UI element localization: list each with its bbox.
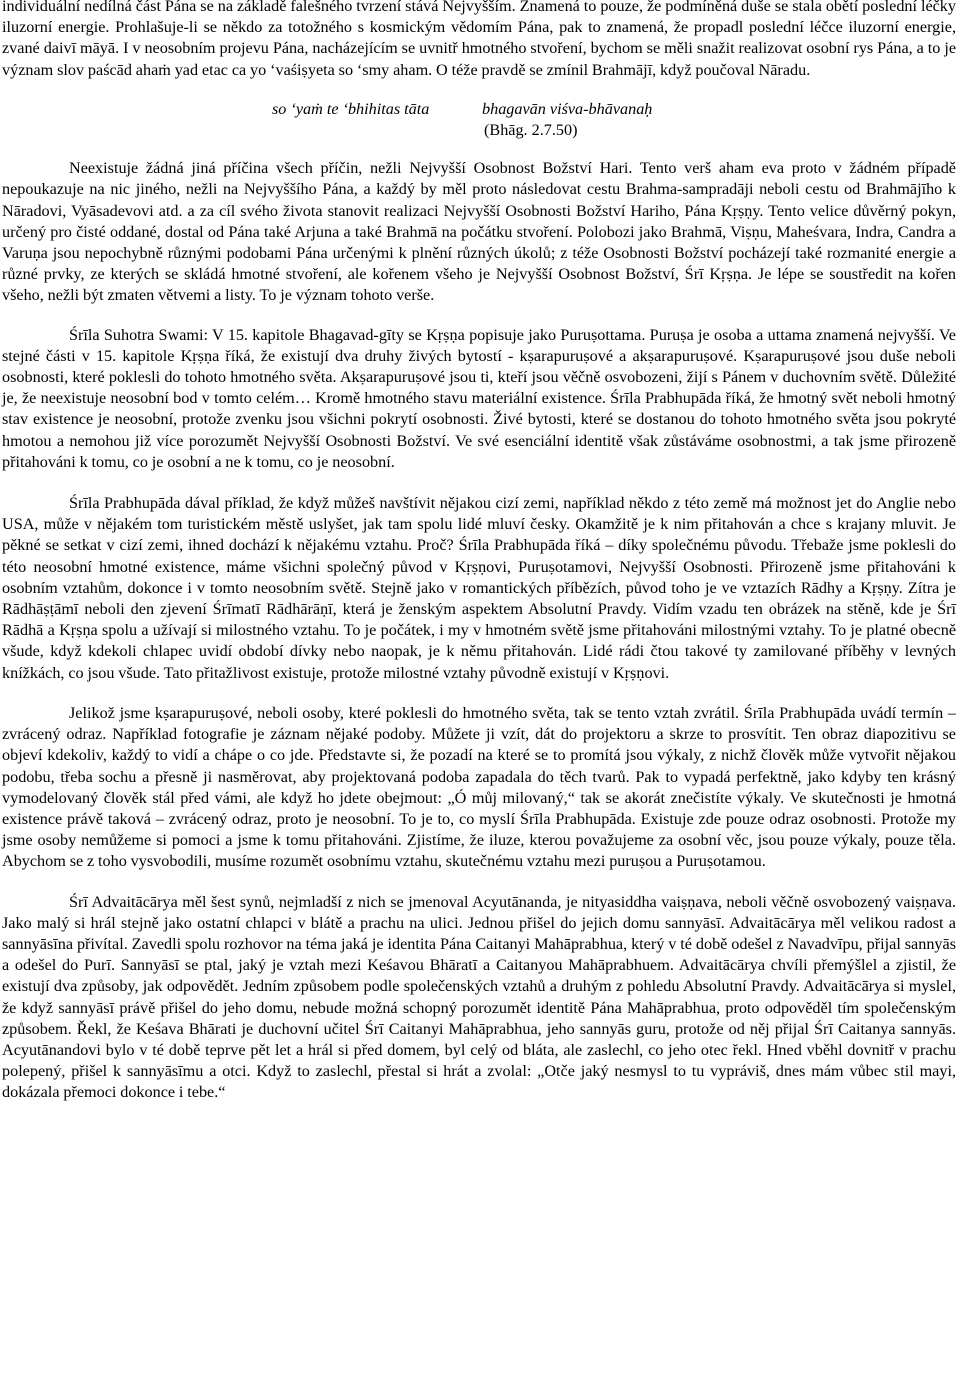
paragraph-advaita-text: Śrī Advaitācārya měl šest synů, nejmladší z nich se jmenoval Acyutānanda, je nityasiddha vaiṣṇava, neboli věčně osvobozený vaiṣṇava. Jako malý si hrál stejně jako ostatní chlapci v blátě a prachu na ulici. Jednou přišel do jejich domu sannyāsī. Advaitācārya měl velikou radost a sannyāsīna přivítal. Zavedli spolu rozhovor na téma jaká je identita Pána Caitanyi Mahāprabhua, který v té době odešel z Navadvīpu, přijal sannyās a odešel do Purī. Sannyāsī se ptal, jaký je vztah mezi Keśavou Bhāratī a Caitanyou Mahāprabhuem. Advaitācārya chvíli přemýšlel a zjistil, že existují dva způsoby, jak odpovědět. Jedním způsobem podle společenských vztahů a druhým z pohledu Absolutní Pravdy. Advaitācārya si myslel, že když sannyāsī právě přišel do jeho domu, nebude možná schopný porozumět identitě Pána Mahāprabhua, proto odpověděl tím společenským způsobem. Řekl, že Keśava Bhārati je duchovní učitel Śrī Caitanyi Mahāprabhua, jeho sannyās guru, protože od něj přijal Śrī Caitanya sannyās. Acyutānandovi bylo v té době teprve pět let a hrál si před domem, byl celý od bláta, ale zaslechl, co jeho otec řekl. Hned vběhl dovnitř v prachu polepený, přišel k sannyāsīmu a otci. Když to zaslechl, přestal si hrát a zvolal: „Otče jaký nesmysl to tu vypráviš, dnes mám vůbec stil mayi, dokázala přemoci dokonce i tebe.“ — [2, 892, 956, 1102]
paragraph-translation — [2, 158, 956, 306]
paragraph-reflection-text: Jelikož jsme kṣarapuruṣové, neboli osoby, které poklesli do hmotného světa, tak se tento vztah zvrátil. Śrīla Prabhupāda uvádí termín – zvrácený odraz. Například fotografie je záznam nějaké podoby. Můžete ji vzít, dát do projektoru a skrze to prosvítit. Ten obraz diapozitivu se objeví kdekoliv, každý to vidí a chápe o co jde. Představte si, že pozadí na které se to promítá jsou výkaly, z nichž člověk může vytvořit nějakou podobu, třeba sochu a přesně ji nasměrovat, aby projektovaná podoba zapadala do těch tvarů. Pak to vypadá perfektně, jako kdyby ten krásný vymodelovaný člověk stál před vámi, ale když ho jdete obejmout: „Ó můj milovaný,“ tak se akorát znečistíte výkaly. Ve skutečnosti je hmotná existence právě taková – zvrácený odraz, proto je neosobní. To je to, co myslí Śrīla Prabhupāda. Existuje zde pouze odraz osobnosti. Protože my jsme osoby nemůžeme si pomoci a jsme k tomu přitahováni. Zjistíme, že iluze, kterou považujeme za osobní věc, jsou pouze výkaly, pouze těla. Abychom se z toho vysvobodili, musíme rozumět osobnímu vztahu, skutečnému vztahu mezi puruṣou a Puruṣotamou. — [2, 703, 956, 871]
verse-line-1 — [2, 99, 956, 120]
paragraph-srila-suhotra — [2, 325, 956, 473]
verse-reference: (Bhāg. 2.7.50) — [484, 121, 578, 140]
paragraph-example-text: Śrīla Prabhupāda dával příklad, že když můžeš navštívit nějakou cizí zemi, například někdo z této země má možnost jet do Anglie nebo USA, může v nějakém tom turistickém městě uslyšet, jak tam spolu lidé mluví česky. Okamžitě je k nim přitahován a chce s krajany mluvit. Je pěkné se setkat v cizí zemi, ihned dochází k nějakému vztahu. Proč? Śrīla Prabhupāda říká – díky společnému původu. Třebaže jsme poklesli do této neosobní hmotné existence, máme všichni společný původ v Kṛṣṇovi, Puruṣotamovi, Nejvyšší Osobnosti. Přirozeně jsme přitahováni k osobním vztahům, dokonce i v tomto neosobním světě. Stejně jako v romantických příbězích, původ toho je ve vztazích Rādhy a Kṛṣṇy. Zítra je Rādhāṣṭāmī neboli den zjevení Śrīmatī Rādhārāṇī, která je ženským aspektem Absolutní Pravdy. Vidím vzadu ten obrázek na stěně, kde je Śrī Rādhā a Kṛṣṇa spolu a užívají si milostného vztahu. To je počátek, i my v hmotném světě jsme přitahováni milostnými vztahy. To je platné obecně všude, když kdekoli chlapec uvidí období dívky nebo naopak, je k němu přitahován. Lidé rádi čtou takové ty zamilované příběhy v levných knížkách, co jsou všude. Tato přitažlivost existuje, protože milostné vztahy původně existují v Kṛṣṇovi. — [2, 494, 956, 682]
sanskrit-verse — [2, 99, 956, 141]
verse-line-1-part-a: so ʻyaṁ te ʻbhihitas tāta — [272, 99, 430, 118]
paragraph-opening-text: individuální nedílná část Pána se na základě falešného tvrzení stává Nejvyšším. Znamená to pouze, že podmíněná duše se stala obětí poslední léčky iluzorní energie. Prohlašuje-li se někdo za totožného s kosmickým vědomím Pána, pak to znamená, že propadl poslední léčce iluzorní energie, zvané daivī māyā. I v neosobním projevu Pána, nacházejícím se uvnitř hmotného stvoření, bychom se měli snažit realizovat osobní rys Pána, a to je význam slov paścād ahaṁ yad etac ca yo ʻvaśiṣyeta so ʻsmy aham. O téže pravdě se zmínil Brahmājī, když poučoval Nāradu. — [2, 0, 956, 79]
verse-line-1-part-b: bhagavān viśva-bhāvanaḥ — [482, 99, 653, 118]
paragraph-example — [2, 493, 956, 684]
paragraph-translation-text: Neexistuje žádná jiná příčina všech příčin, nežli Nejvyšší Osobnost Božství Hari. Tento verš aham eva proto v žádném případě nepoukazuje na nic jiného, nežli na Nejvyššího Pána, a každý by měl proto následovat cestu Brahma-sampradāji neboli cestu od Brahmājīho k Nāradovi, Vyāsadevovi atd. a za cíl svého života stanovit realizaci Nejvyšší Osobnosti Božství Hariho, Pána Kṛṣṇy. Tento velice důvěrný pokyn, určený pro čisté oddané, dostal od Pána také Arjuna a také Brahmā na počátku stvoření. Polobozi jako Brahmā, Viṣṇu, Maheśvara, Indra, Candra a Varuṇa jsou nepochybně různými podobami Pána určenými k plnění různých úkolů; z téže Osobnosti Božství pocházejí také rozmanité energie a různé prvky, ze kterých se skládá hmotné stvoření, ale kořenem všeho je Nejvyšší Osobnost Božství, Śrī Kṛṣṇa. Je lépe se soustředit na kořen všeho, nežli být zmaten větvemi a listy. To je význam tohoto verše. — [2, 159, 956, 305]
paragraph-advaita — [2, 892, 956, 1104]
paragraph-opening — [2, 0, 956, 81]
paragraph-srila-suhotra-text: Śrīla Suhotra Swami: V 15. kapitole Bhagavad-gīty se Kṛṣṇa popisuje jako Puruṣottama. Puruṣa je osoba a uttama znamená nejvyšší. Ve stejné části v 15. kapitole Kṛṣṇa říká, že existují dva druhy živých bytostí - kṣarapuruṣové a akṣarapuruṣové. Kṣarapuruṣové jsou duše neboli osobnosti, které poklesli do tohoto hmotného světa. Akṣarapuruṣové jsou ti, kteří jsou věčně osvobozeni, žijí s Pánem v duchovním světě. Důležité je, že neexistuje neosobní bod v tomto celém… Kromě hmotného stavu materiální existence. Śrīla Prabhupāda říká, že hmotný svět neboli hmotný stav existence je neosobní, protože zvenku jsou všichni pokrytí osobnosti. Živé bytosti, které se dostanou do tohoto hmotného světa jsou pokryté hmotou a nemohou již více porozumět Nejvyšší Osobnosti Božství. Ve své esenciální identitě však zůstáváme osobnostmi, a tak jsme přirozeně přitahováni k tomu, co je osobní a ne k tomu, co je neosobní. — [2, 325, 956, 471]
paragraph-reflection — [2, 703, 956, 873]
